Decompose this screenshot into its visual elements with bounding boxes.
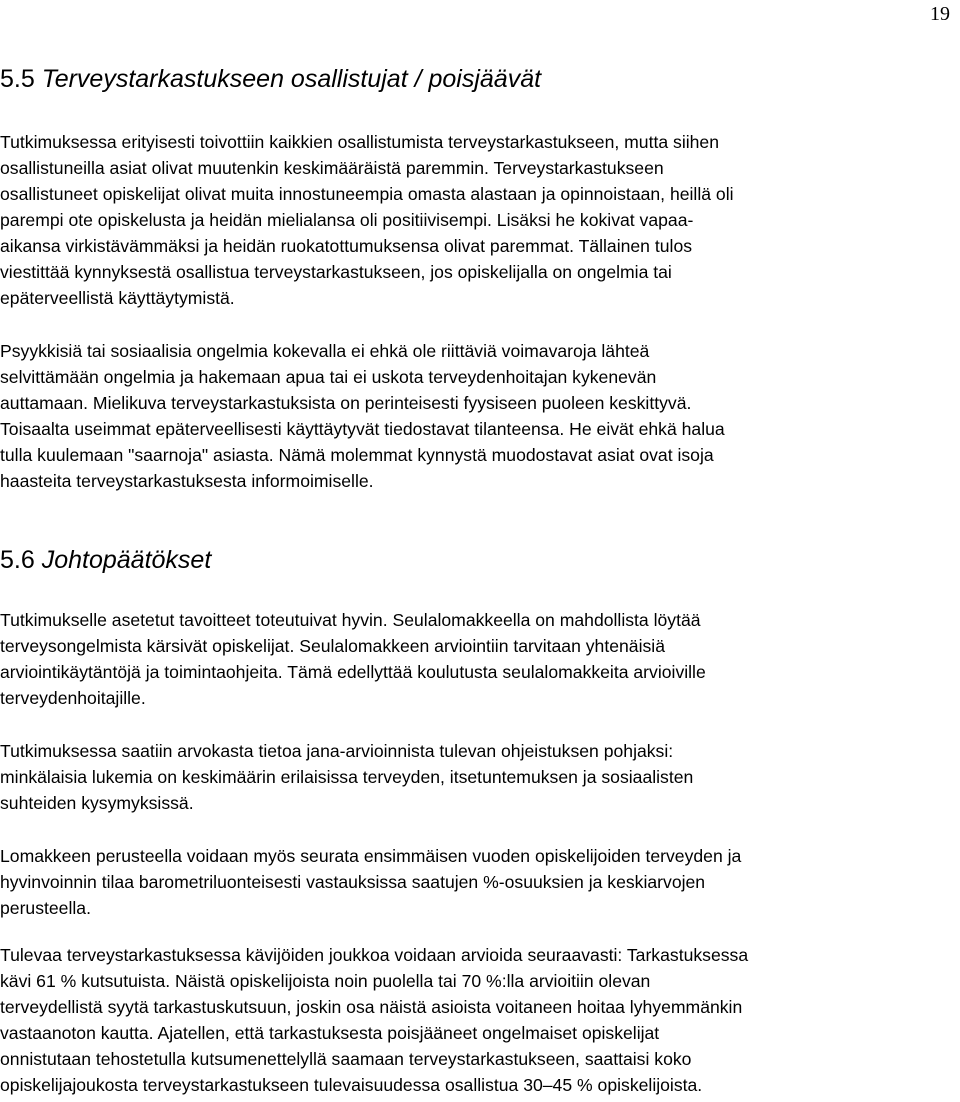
paragraph	[0, 338, 960, 494]
paragraph	[0, 843, 960, 921]
text-line: tulla kuulemaan "saarnoja" asiasta. Nämä molemmat kynnystä muodostavat asiat ovat isoja	[0, 445, 714, 465]
text-line: Lomakkeen perusteella voidaan myös seurata ensimmäisen vuoden opiskelijoiden terveyden ja	[0, 846, 742, 866]
text-line: osallistuneet opiskelijat olivat muita innostuneempia omasta alastaan ja opinnoistaan, heillä oli	[0, 184, 734, 204]
text-line: aikansa virkistävämmäksi ja heidän ruokatottumuksensa olivat paremmat. Tällainen tulos	[0, 236, 693, 256]
paragraph	[0, 607, 960, 711]
paragraph	[0, 129, 960, 311]
text-line: Tulevaa terveystarkastuksessa kävijöiden joukkoa voidaan arvioida seuraavasti: Tarkastuksessa	[0, 945, 749, 965]
section-title: Terveystarkastukseen osallistujat / poisjäävät	[41, 65, 542, 93]
text-line: osallistuneilla asiat olivat muutenkin keskimääräistä paremmin. Terveystarkastukseen	[0, 158, 664, 178]
text-line: Toisaalta useimmat epäterveellisesti käyttäytyvät tiedostavat tilanteensa. He eivät ehkä halua	[0, 419, 725, 439]
text-line: kävi 61 % kutsutuista. Näistä opiskelijoista noin puolella tai 70 %:lla arvioitiin olevan	[0, 971, 651, 991]
text-line: opiskelijajoukosta terveystarkastukseen tulevaisuudessa osallistua 30–45 % opiskelijoista.	[0, 1075, 703, 1095]
text-line: selvittämään ongelmia ja hakemaan apua tai ei uskota terveydenhoitajan kykenevän	[0, 367, 657, 387]
text-line: suhteiden kysymyksissä.	[0, 793, 194, 813]
paragraph	[0, 942, 960, 1098]
text-line: perusteella.	[0, 898, 91, 918]
section-heading-5-5	[0, 64, 541, 94]
page-number: 19	[930, 3, 950, 25]
text-line: Psyykkisiä tai sosiaalisia ongelmia kokevalla ei ehkä ole riittäviä voimavaroja lähteä	[0, 341, 650, 361]
text-line: arviointikäytäntöjä ja toimintaohjeita. Tämä edellyttää koulutusta seulalomakkeita arvioiville	[0, 662, 706, 682]
text-line: terveysongelmista kärsivät opiskelijat. Seulalomakkeen arviointiin tarvitaan yhtenäisiä	[0, 636, 665, 656]
text-line: haasteita terveystarkastuksesta informoimiselle.	[0, 471, 374, 491]
text-line: minkälaisia lukemia on keskimäärin erilaisissa terveyden, itsetuntemuksen ja sosiaalisten	[0, 767, 694, 787]
section-number: 5.5	[0, 65, 35, 93]
section-heading-5-6	[0, 545, 211, 575]
text-line: Tutkimuksessa saatiin arvokasta tietoa jana-arvioinnista tulevan ohjeistuksen pohjaksi:	[0, 741, 674, 761]
paragraph	[0, 738, 960, 816]
text-line: terveydenhoitajille.	[0, 688, 146, 708]
text-line: auttamaan. Mielikuva terveystarkastuksista on perinteisesti fyysiseen puoleen keskittyvä.	[0, 393, 692, 413]
text-line: vastaanoton kautta. Ajatellen, että tarkastuksesta poisjääneet ongelmaiset opiskelijat	[0, 1023, 660, 1043]
text-line: hyvinvoinnin tilaa barometriluonteisesti vastauksissa saatujen %-osuuksien ja keskiarvojen	[0, 872, 706, 892]
text-line: epäterveellistä käyttäytymistä.	[0, 288, 235, 308]
text-line: Tutkimuksessa erityisesti toivottiin kaikkien osallistumista terveystarkastukseen, mutta siihen	[0, 132, 720, 152]
section-number: 5.6	[0, 546, 35, 574]
text-line: viestittää kynnyksestä osallistua terveystarkastukseen, jos opiskelijalla on ongelmia tai	[0, 262, 672, 282]
text-line: Tutkimukselle asetetut tavoitteet toteutuivat hyvin. Seulalomakkeella on mahdollista löytää	[0, 610, 701, 630]
text-line: terveydellistä syytä tarkastuskutsuun, joskin osa näistä asioista voitaneen hoitaa lyhyemmänkin	[0, 997, 743, 1017]
text-line: parempi ote opiskelusta ja heidän mielialansa oli positiivisempi. Lisäksi he kokivat vapaa-	[0, 210, 694, 230]
text-line: onnistutaan tehostetulla kutsumenettelyllä saamaan terveystarkastukseen, saattaisi koko	[0, 1049, 692, 1069]
section-title: Johtopäätökset	[41, 546, 212, 574]
